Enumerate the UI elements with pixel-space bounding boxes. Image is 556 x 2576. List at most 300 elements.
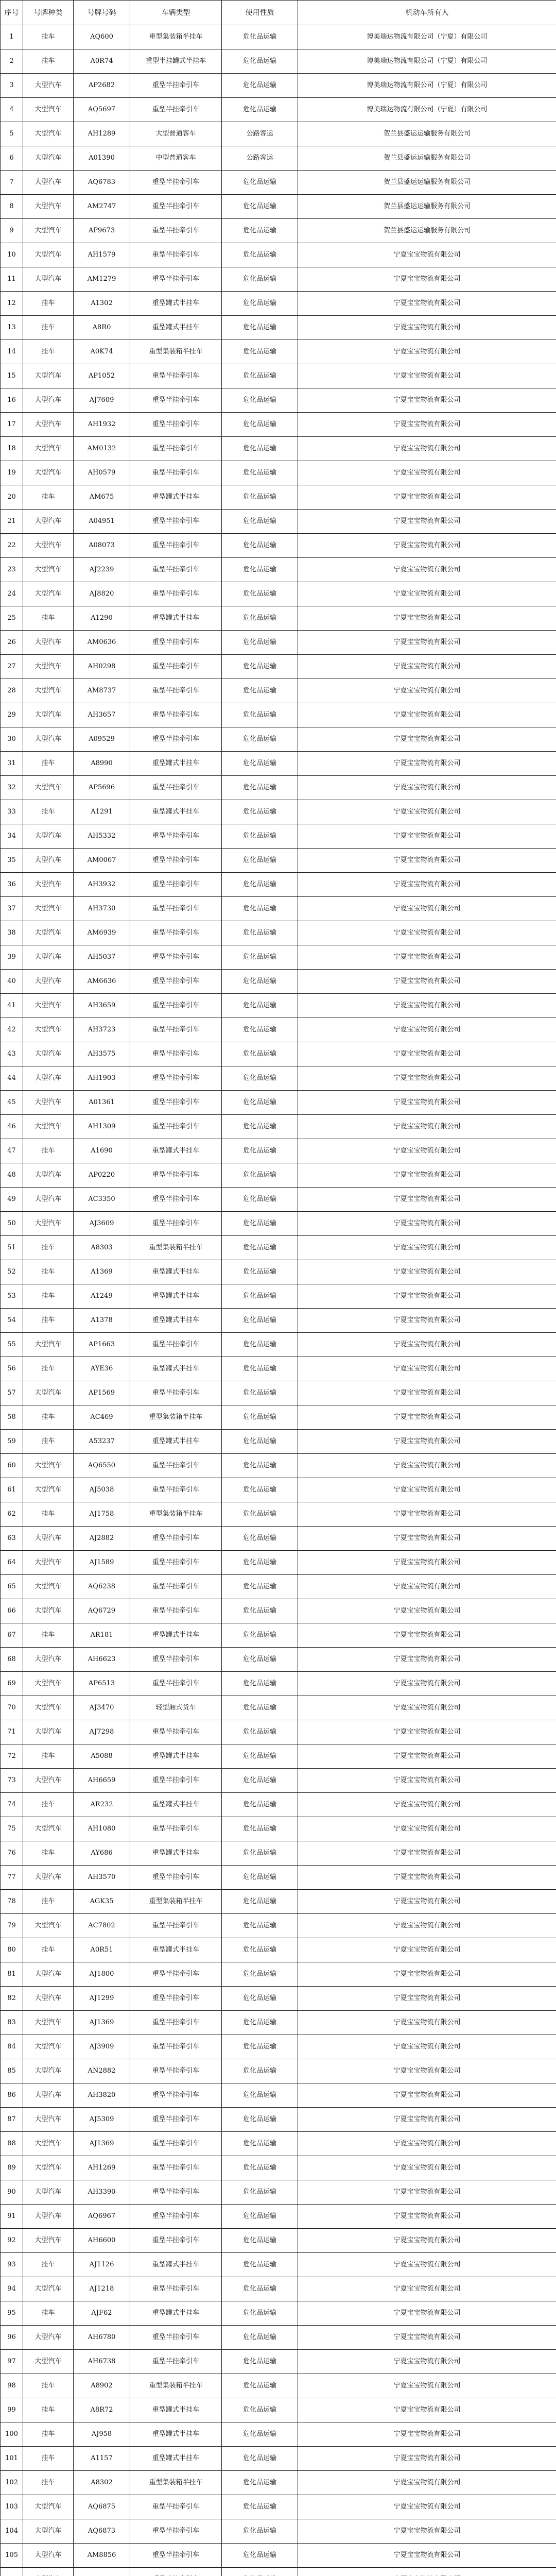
cell-plate-number: AQ6238 xyxy=(74,1575,130,1599)
cell-vehicle-type: 重型半挂牵引车 xyxy=(130,2495,222,2519)
cell-plate-number: AY686 xyxy=(74,1841,130,1866)
cell-usage: 危化品运输 xyxy=(222,655,298,679)
cell-vehicle-type: 重型半挂牵引车 xyxy=(130,2011,222,2035)
cell-usage: 危化品运输 xyxy=(222,2132,298,2156)
cell-owner: 宁夏宝宝物流有限公司 xyxy=(298,2229,556,2253)
cell-index: 47 xyxy=(1,1139,23,1163)
table-row xyxy=(1,534,556,558)
cell-vehicle-type: 重型半挂牵引车 xyxy=(130,1381,222,1405)
cell-index: 77 xyxy=(1,1866,23,1890)
cell-owner: 宁夏宝宝物流有限公司 xyxy=(298,2374,556,2398)
cell-plate-type: 大型汽车 xyxy=(23,2519,74,2544)
cell-owner: 宁夏宝宝物流有限公司 xyxy=(298,1914,556,1938)
cell-vehicle-type: 重型半挂牵引车 xyxy=(130,849,222,873)
cell-vehicle-type: 重型半挂牵引车 xyxy=(130,1018,222,1042)
cell-usage: 危化品运输 xyxy=(222,1938,298,1962)
cell-plate-number: AH3390 xyxy=(74,2180,130,2205)
cell-plate-number: AJ7609 xyxy=(74,388,130,413)
cell-plate-number: AH1309 xyxy=(74,1115,130,1139)
table-header-row xyxy=(1,1,556,25)
cell-index: 32 xyxy=(1,776,23,800)
cell-plate-number: AH1903 xyxy=(74,1066,130,1091)
cell-usage xyxy=(222,2568,298,2576)
cell-vehicle-type: 中型普通客车 xyxy=(130,146,222,171)
cell-usage: 危化品运输 xyxy=(222,558,298,582)
cell-plate-type: 挂车 xyxy=(23,1430,74,1454)
cell-plate-type: 大型汽车 xyxy=(23,2059,74,2083)
cell-index: 67 xyxy=(1,1623,23,1648)
cell-index: 12 xyxy=(1,292,23,316)
cell-plate-number: AJ958 xyxy=(74,2422,130,2447)
cell-owner: 宁夏宝宝物流有限公司 xyxy=(298,2398,556,2422)
table-row xyxy=(1,1502,556,1527)
table-row xyxy=(1,1163,556,1188)
table-row xyxy=(1,2156,556,2180)
cell-plate-number: AH3570 xyxy=(74,1866,130,1890)
cell-vehicle-type: 重型半挂牵引车 xyxy=(130,1527,222,1551)
cell-usage: 危化品运输 xyxy=(222,1551,298,1575)
cell-usage: 危化品运输 xyxy=(222,437,298,461)
cell-owner: 宁夏宝宝物流有限公司 xyxy=(298,1623,556,1648)
cell-usage: 危化品运输 xyxy=(222,1018,298,1042)
cell-usage: 危化品运输 xyxy=(222,582,298,606)
cell-owner: 宁夏宝宝物流有限公司 xyxy=(298,1648,556,1672)
table-row xyxy=(1,2568,556,2576)
cell-usage: 危化品运输 xyxy=(222,994,298,1018)
table-row xyxy=(1,1793,556,1817)
cell-plate-type: 大型汽车 xyxy=(23,849,74,873)
table-row xyxy=(1,1841,556,1866)
cell-vehicle-type: 重型半挂牵引车 xyxy=(130,2108,222,2132)
cell-vehicle-type: 重型罐式半挂车 xyxy=(130,1357,222,1381)
cell-usage: 危化品运输 xyxy=(222,1357,298,1381)
cell-index: 58 xyxy=(1,1405,23,1430)
table-row xyxy=(1,1430,556,1454)
cell-plate-type: 挂车 xyxy=(23,1405,74,1430)
cell-plate-number: AR232 xyxy=(74,1793,130,1817)
cell-plate-type: 大型汽车 xyxy=(23,970,74,994)
cell-plate-number: AH6659 xyxy=(74,1769,130,1793)
cell-index: 78 xyxy=(1,1890,23,1914)
cell-vehicle-type: 轻型厢式货车 xyxy=(130,1696,222,1720)
cell-owner: 宁夏宝宝物流有限公司 xyxy=(298,1599,556,1623)
cell-owner: 宁夏宝宝物流有限公司 xyxy=(298,558,556,582)
cell-owner: 宁夏宝宝物流有限公司 xyxy=(298,1454,556,1478)
cell-plate-type: 大型汽车 xyxy=(23,2495,74,2519)
cell-index: 33 xyxy=(1,800,23,824)
table-row xyxy=(1,2422,556,2447)
cell-plate-type: 大型汽车 xyxy=(23,98,74,122)
cell-vehicle-type: 重型半挂牵引车 xyxy=(130,413,222,437)
table-row xyxy=(1,219,556,243)
cell-plate-number: AH1579 xyxy=(74,243,130,267)
cell-index: 65 xyxy=(1,1575,23,1599)
cell-owner: 宁夏宝宝物流有限公司 xyxy=(298,1333,556,1357)
cell-index xyxy=(1,2568,23,2576)
cell-usage: 危化品运输 xyxy=(222,1454,298,1478)
cell-plate-type: 大型汽车 xyxy=(23,510,74,534)
cell-owner: 宁夏宝宝物流有限公司 xyxy=(298,2519,556,2544)
cell-usage: 危化品运输 xyxy=(222,800,298,824)
cell-usage: 危化品运输 xyxy=(222,2035,298,2059)
cell-vehicle-type: 重型半挂牵引车 xyxy=(130,1333,222,1357)
cell-index: 57 xyxy=(1,1381,23,1405)
table-row xyxy=(1,1575,556,1599)
cell-plate-type: 大型汽车 xyxy=(23,1527,74,1551)
cell-usage: 危化品运输 xyxy=(222,2059,298,2083)
cell-vehicle-type: 重型半挂牵引车 xyxy=(130,1672,222,1696)
cell-owner: 宁夏宝宝物流有限公司 xyxy=(298,1115,556,1139)
cell-owner: 宁夏宝宝物流有限公司 xyxy=(298,2132,556,2156)
cell-usage: 公路客运 xyxy=(222,122,298,146)
cell-owner: 宁夏宝宝物流有限公司 xyxy=(298,1284,556,1309)
cell-index: 17 xyxy=(1,413,23,437)
cell-plate-type: 大型汽车 xyxy=(23,534,74,558)
cell-owner: 宁夏宝宝物流有限公司 xyxy=(298,1841,556,1866)
cell-usage: 危化品运输 xyxy=(222,1309,298,1333)
cell-owner: 宁夏宝宝物流有限公司 xyxy=(298,776,556,800)
cell-index: 14 xyxy=(1,340,23,364)
cell-plate-number: AM1279 xyxy=(74,267,130,292)
cell-usage: 危化品运输 xyxy=(222,824,298,849)
cell-plate-number: A8902 xyxy=(74,2374,130,2398)
cell-vehicle-type: 重型半挂牵引车 xyxy=(130,2132,222,2156)
cell-plate-number: AM0132 xyxy=(74,437,130,461)
cell-vehicle-type: 重型半挂牵引车 xyxy=(130,74,222,98)
cell-plate-number: AM6636 xyxy=(74,970,130,994)
cell-owner: 宁夏宝宝物流有限公司 xyxy=(298,824,556,849)
cell-vehicle-type: 重型半挂牵引车 xyxy=(130,1091,222,1115)
cell-plate-number: AQ5697 xyxy=(74,98,130,122)
cell-index: 90 xyxy=(1,2180,23,2205)
table-row xyxy=(1,849,556,873)
cell-plate-type: 挂车 xyxy=(23,340,74,364)
cell-index: 38 xyxy=(1,921,23,945)
table-row xyxy=(1,2108,556,2132)
cell-owner: 宁夏宝宝物流有限公司 xyxy=(298,534,556,558)
table-row xyxy=(1,2471,556,2495)
cell-vehicle-type: 重型半挂牵引车 xyxy=(130,364,222,388)
cell-plate-number: AC3350 xyxy=(74,1188,130,1212)
cell-plate-number: A08073 xyxy=(74,534,130,558)
cell-plate-type: 大型汽车 xyxy=(23,171,74,195)
cell-owner: 宁夏宝宝物流有限公司 xyxy=(298,1212,556,1236)
cell-usage: 危化品运输 xyxy=(222,219,298,243)
cell-plate-number: AJ1800 xyxy=(74,1962,130,1987)
cell-plate-type: 大型汽车 xyxy=(23,2350,74,2374)
cell-usage: 危化品运输 xyxy=(222,413,298,437)
cell-plate-number: AH5332 xyxy=(74,824,130,849)
cell-usage: 危化品运输 xyxy=(222,461,298,485)
cell-plate-type: 挂车 xyxy=(23,1502,74,1527)
cell-index: 63 xyxy=(1,1527,23,1551)
cell-usage: 危化品运输 xyxy=(222,727,298,752)
cell-usage: 危化品运输 xyxy=(222,970,298,994)
cell-plate-number: A8990 xyxy=(74,752,130,776)
cell-owner: 博美瑞达物流有限公司（宁夏）有限公司 xyxy=(298,49,556,74)
cell-vehicle-type: 重型半挂牵引车 xyxy=(130,703,222,727)
cell-vehicle-type: 重型半挂牵引车 xyxy=(130,1454,222,1478)
cell-plate-type: 挂车 xyxy=(23,1841,74,1866)
cell-usage: 危化品运输 xyxy=(222,2471,298,2495)
table-row xyxy=(1,1091,556,1115)
cell-plate-number: AP1663 xyxy=(74,1333,130,1357)
cell-plate-number: AP6513 xyxy=(74,1672,130,1696)
cell-plate-type: 挂车 xyxy=(23,800,74,824)
cell-usage: 危化品运输 xyxy=(222,1527,298,1551)
cell-plate-number: AR181 xyxy=(74,1623,130,1648)
cell-index: 28 xyxy=(1,679,23,703)
cell-index: 53 xyxy=(1,1284,23,1309)
table-row xyxy=(1,921,556,945)
cell-index: 30 xyxy=(1,727,23,752)
cell-owner: 博美瑞达物流有限公司（宁夏）有限公司 xyxy=(298,98,556,122)
cell-vehicle-type: 重型半挂牵引车 xyxy=(130,824,222,849)
cell-index: 5 xyxy=(1,122,23,146)
cell-usage: 危化品运输 xyxy=(222,1381,298,1405)
cell-owner: 宁夏宝宝物流有限公司 xyxy=(298,1066,556,1091)
cell-plate-type: 大型汽车 xyxy=(23,1042,74,1066)
cell-owner: 宁夏宝宝物流有限公司 xyxy=(298,655,556,679)
table-row xyxy=(1,485,556,510)
cell-vehicle-type: 重型罐式半挂车 xyxy=(130,606,222,631)
cell-usage: 危化品运输 xyxy=(222,1042,298,1066)
table-row xyxy=(1,98,556,122)
table-row xyxy=(1,945,556,970)
cell-usage: 危化品运输 xyxy=(222,2180,298,2205)
cell-owner: 贺兰县盛运运输服务有限公司 xyxy=(298,219,556,243)
cell-plate-type: 大型汽车 xyxy=(23,655,74,679)
cell-usage: 危化品运输 xyxy=(222,292,298,316)
cell-plate-type: 大型汽车 xyxy=(23,1672,74,1696)
cell-plate-type: 挂车 xyxy=(23,2374,74,2398)
cell-plate-number: AH3820 xyxy=(74,2083,130,2108)
cell-owner: 宁夏宝宝物流有限公司 xyxy=(298,1309,556,1333)
cell-index: 55 xyxy=(1,1333,23,1357)
cell-plate-number: AM0636 xyxy=(74,631,130,655)
table-row xyxy=(1,1551,556,1575)
cell-index: 23 xyxy=(1,558,23,582)
cell-usage: 危化品运输 xyxy=(222,849,298,873)
cell-owner: 宁夏宝宝物流有限公司 xyxy=(298,340,556,364)
cell-vehicle-type: 重型半挂牵引车 xyxy=(130,2229,222,2253)
cell-vehicle-type: 重型半挂牵引车 xyxy=(130,1648,222,1672)
cell-index: 15 xyxy=(1,364,23,388)
cell-owner: 宁夏宝宝物流有限公司 xyxy=(298,1260,556,1284)
cell-plate-type: 大型汽车 xyxy=(23,558,74,582)
cell-plate-number: AJ3609 xyxy=(74,1212,130,1236)
cell-plate-type: 挂车 xyxy=(23,606,74,631)
cell-owner: 宁夏宝宝物流有限公司 xyxy=(298,2059,556,2083)
table-row xyxy=(1,994,556,1018)
cell-index: 22 xyxy=(1,534,23,558)
header-usage: 使用性质 xyxy=(222,1,298,25)
cell-owner: 宁夏宝宝物流有限公司 xyxy=(298,582,556,606)
cell-plate-type: 大型汽车 xyxy=(23,461,74,485)
cell-index: 68 xyxy=(1,1648,23,1672)
cell-index: 9 xyxy=(1,219,23,243)
cell-vehicle-type: 重型半挂牵引车 xyxy=(130,461,222,485)
cell-plate-number: AH1289 xyxy=(74,122,130,146)
table-row xyxy=(1,703,556,727)
cell-vehicle-type: 重型半挂牵引车 xyxy=(130,1987,222,2011)
cell-plate-type: 大型汽车 xyxy=(23,1817,74,1841)
cell-plate-type: 大型汽车 xyxy=(23,2156,74,2180)
cell-plate-type: 挂车 xyxy=(23,1309,74,1333)
cell-owner: 宁夏宝宝物流有限公司 xyxy=(298,2350,556,2374)
cell-vehicle-type: 重型半挂牵引车 xyxy=(130,388,222,413)
table-row xyxy=(1,195,556,219)
cell-owner: 宁夏宝宝物流有限公司 xyxy=(298,752,556,776)
cell-index: 10 xyxy=(1,243,23,267)
cell-usage: 危化品运输 xyxy=(222,485,298,510)
cell-plate-type: 大型汽车 xyxy=(23,122,74,146)
cell-plate-number: AH6780 xyxy=(74,2326,130,2350)
cell-owner: 宁夏宝宝物流有限公司 xyxy=(298,437,556,461)
cell-index: 45 xyxy=(1,1091,23,1115)
table-row xyxy=(1,970,556,994)
cell-index: 73 xyxy=(1,1769,23,1793)
cell-index: 44 xyxy=(1,1066,23,1091)
cell-owner: 宁夏宝宝物流有限公司 xyxy=(298,1890,556,1914)
cell-plate-number: AQ6729 xyxy=(74,1599,130,1623)
cell-usage: 危化品运输 xyxy=(222,1502,298,1527)
table-row xyxy=(1,316,556,340)
cell-usage: 危化品运输 xyxy=(222,534,298,558)
cell-vehicle-type: 重型半挂牵引车 xyxy=(130,2156,222,2180)
cell-index: 95 xyxy=(1,2301,23,2326)
cell-plate-number: AH1080 xyxy=(74,1817,130,1841)
cell-plate-type: 挂车 xyxy=(23,1890,74,1914)
cell-plate-number: AJ1218 xyxy=(74,2277,130,2301)
cell-usage: 危化品运输 xyxy=(222,1793,298,1817)
cell-plate-type: 挂车 xyxy=(23,1284,74,1309)
cell-usage: 危化品运输 xyxy=(222,1672,298,1696)
cell-owner: 宁夏宝宝物流有限公司 xyxy=(298,2277,556,2301)
cell-usage: 危化品运输 xyxy=(222,340,298,364)
cell-plate-number: A09529 xyxy=(74,727,130,752)
cell-vehicle-type: 重型半挂牵引车 xyxy=(130,921,222,945)
cell-plate-type: 大型汽车 xyxy=(23,1769,74,1793)
cell-vehicle-type: 重型罐式半挂车 xyxy=(130,2301,222,2326)
cell-owner: 宁夏宝宝物流有限公司 xyxy=(298,2253,556,2277)
table-row xyxy=(1,413,556,437)
cell-vehicle-type: 重型半挂牵引车 xyxy=(130,1163,222,1188)
cell-plate-type: 挂车 xyxy=(23,1139,74,1163)
cell-usage: 危化品运输 xyxy=(222,1333,298,1357)
cell-plate-number: AH3657 xyxy=(74,703,130,727)
cell-vehicle-type: 重型半挂牵引车 xyxy=(130,679,222,703)
header-plate-number: 号牌号码 xyxy=(74,1,130,25)
cell-vehicle-type: 重型半挂牵引车 xyxy=(130,2277,222,2301)
cell-usage: 危化品运输 xyxy=(222,921,298,945)
cell-index: 27 xyxy=(1,655,23,679)
cell-index: 72 xyxy=(1,1744,23,1769)
table-row xyxy=(1,2011,556,2035)
cell-vehicle-type: 重型罐式半挂车 xyxy=(130,800,222,824)
cell-plate-number: AJ3470 xyxy=(74,1696,130,1720)
cell-owner: 宁夏宝宝物流有限公司 xyxy=(298,1357,556,1381)
cell-plate-number: AQ6967 xyxy=(74,2205,130,2229)
cell-plate-number: AH3575 xyxy=(74,1042,130,1066)
cell-plate-number: AJ8820 xyxy=(74,582,130,606)
table-row xyxy=(1,1188,556,1212)
cell-plate-number: AP9673 xyxy=(74,219,130,243)
cell-index: 70 xyxy=(1,1696,23,1720)
cell-owner: 宁夏宝宝物流有限公司 xyxy=(298,2108,556,2132)
cell-plate-type: 大型汽车 xyxy=(23,1866,74,1890)
cell-owner: 宁夏宝宝物流有限公司 xyxy=(298,1163,556,1188)
cell-vehicle-type: 重型集装箱半挂车 xyxy=(130,340,222,364)
cell-index: 82 xyxy=(1,1987,23,2011)
cell-vehicle-type: 重型半挂牵引车 xyxy=(130,727,222,752)
cell-vehicle-type: 重型半挂牵引车 xyxy=(130,1066,222,1091)
cell-vehicle-type: 重型半挂牵引车 xyxy=(130,171,222,195)
cell-usage: 危化品运输 xyxy=(222,1430,298,1454)
cell-usage: 危化品运输 xyxy=(222,1478,298,1502)
cell-vehicle-type: 重型罐式半挂车 xyxy=(130,1793,222,1817)
table-row xyxy=(1,1284,556,1309)
cell-plate-number: AH6600 xyxy=(74,2229,130,2253)
cell-vehicle-type: 重型罐式半挂车 xyxy=(130,292,222,316)
cell-usage: 危化品运输 xyxy=(222,2277,298,2301)
cell-usage: 危化品运输 xyxy=(222,2083,298,2108)
cell-plate-type: 大型汽车 xyxy=(23,1720,74,1744)
cell-vehicle-type: 重型半挂牵引车 xyxy=(130,1599,222,1623)
table-row xyxy=(1,510,556,534)
cell-plate-number: AQ6783 xyxy=(74,171,130,195)
cell-plate-number: AJ7298 xyxy=(74,1720,130,1744)
cell-vehicle-type: 重型半挂牵引车 xyxy=(130,1720,222,1744)
cell-plate-number: A01390 xyxy=(74,146,130,171)
table-row xyxy=(1,1599,556,1623)
cell-usage: 危化品运输 xyxy=(222,752,298,776)
cell-plate-type: 大型汽车 xyxy=(23,1454,74,1478)
table-row xyxy=(1,2519,556,2544)
cell-plate-type: 大型汽车 xyxy=(23,1987,74,2011)
cell-vehicle-type: 大型普通客车 xyxy=(130,122,222,146)
table-row xyxy=(1,1042,556,1066)
cell-owner: 宁夏宝宝物流有限公司 xyxy=(298,2471,556,2495)
table-row xyxy=(1,824,556,849)
cell-usage: 危化品运输 xyxy=(222,25,298,49)
cell-usage: 危化品运输 xyxy=(222,388,298,413)
cell-index: 18 xyxy=(1,437,23,461)
cell-index: 37 xyxy=(1,897,23,921)
table-row xyxy=(1,2447,556,2471)
cell-owner: 宁夏宝宝物流有限公司 xyxy=(298,1502,556,1527)
cell-owner: 宁夏宝宝物流有限公司 xyxy=(298,243,556,267)
cell-index: 105 xyxy=(1,2544,23,2568)
table-row xyxy=(1,800,556,824)
cell-index: 94 xyxy=(1,2277,23,2301)
table-row xyxy=(1,1381,556,1405)
cell-plate-type: 大型汽车 xyxy=(23,945,74,970)
table-row xyxy=(1,2035,556,2059)
cell-owner: 宁夏宝宝物流有限公司 xyxy=(298,292,556,316)
cell-index: 36 xyxy=(1,873,23,897)
cell-usage: 危化品运输 xyxy=(222,2011,298,2035)
cell-usage: 危化品运输 xyxy=(222,2495,298,2519)
table-row xyxy=(1,1454,556,1478)
cell-index: 43 xyxy=(1,1042,23,1066)
cell-usage: 危化品运输 xyxy=(222,1115,298,1139)
cell-owner: 宁夏宝宝物流有限公司 xyxy=(298,1672,556,1696)
table-row xyxy=(1,1744,556,1769)
cell-plate-type: 大型汽车 xyxy=(23,1115,74,1139)
cell-plate-type: 大型汽车 xyxy=(23,267,74,292)
cell-usage: 危化品运输 xyxy=(222,897,298,921)
